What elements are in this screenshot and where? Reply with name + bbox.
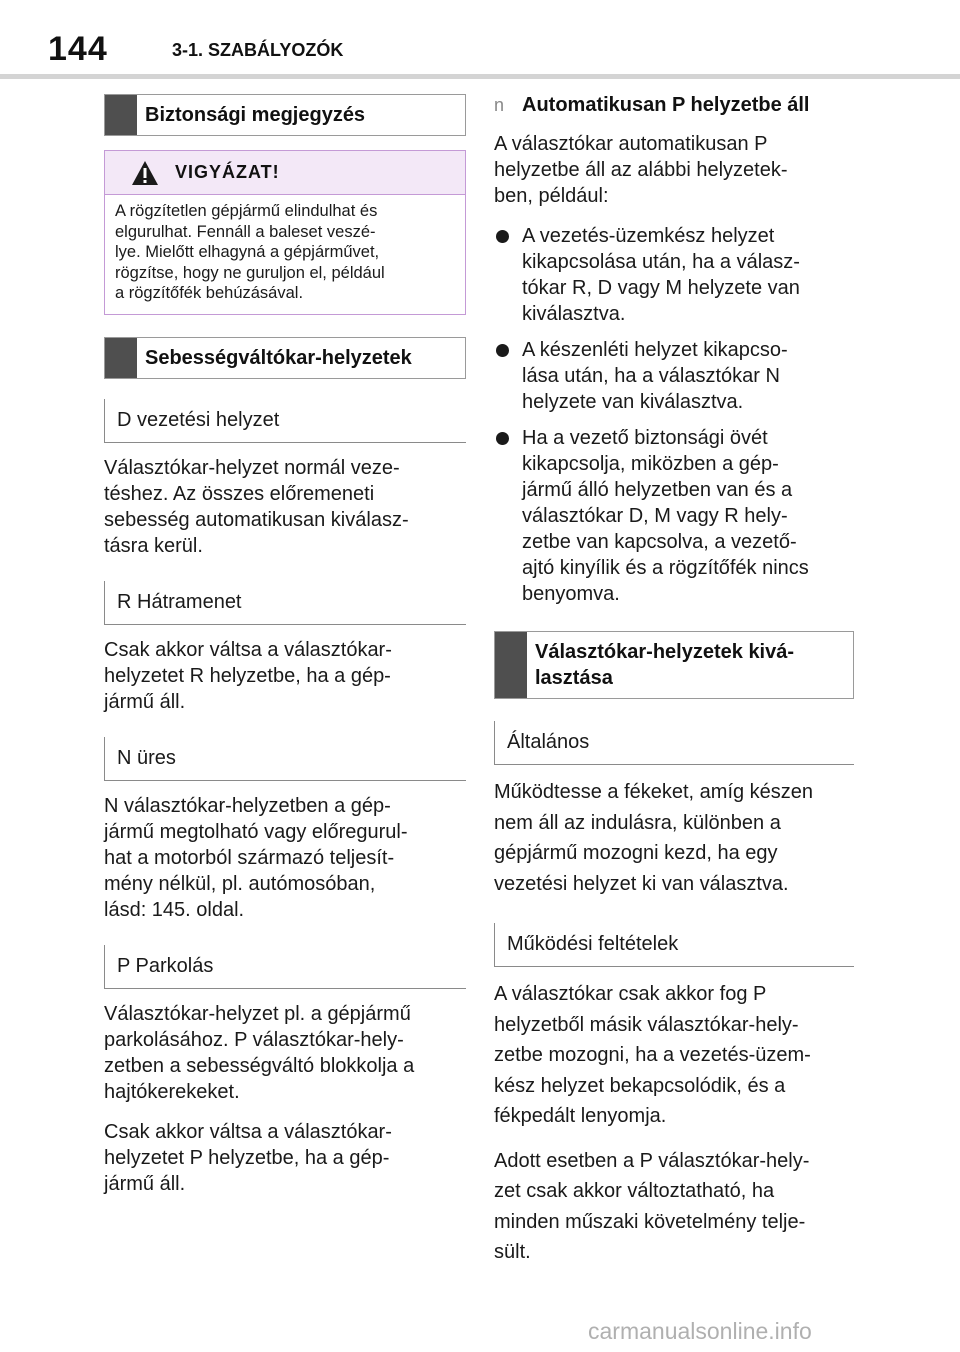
text-line: zetbe van kapcsolva, a vezető- bbox=[522, 531, 797, 553]
section-heading-general: Általános bbox=[494, 721, 854, 765]
paragraph bbox=[494, 1146, 854, 1268]
text-line: tókar R, D vagy M helyzete van bbox=[522, 277, 800, 299]
text-line: helyzetbe áll az alábbi helyzetek- bbox=[494, 159, 788, 181]
text-line: kiválasztva. bbox=[522, 303, 626, 325]
paragraph bbox=[104, 637, 466, 715]
text-line: Választókar-helyzet normál veze- bbox=[104, 456, 400, 479]
text-line: A választókar automatikusan P bbox=[494, 133, 768, 155]
text-line: lása után, ha a választókar N bbox=[522, 365, 780, 387]
paragraph bbox=[104, 455, 466, 559]
text-line: kikapcsolja, miközben a gép- bbox=[522, 453, 779, 475]
text-line: jármű áll. bbox=[104, 690, 186, 713]
text-line: helyzetet P helyzetbe, ha a gép- bbox=[104, 1146, 390, 1169]
text-line: zetben a sebességváltó blokkolja a bbox=[104, 1054, 415, 1077]
text-line: Adott esetben a P választókar-hely- bbox=[494, 1149, 810, 1172]
text-line: hajtókerekeket. bbox=[104, 1080, 240, 1103]
paragraph bbox=[494, 979, 854, 1132]
text-line: ajtó kinyílik és a rögzítőfék nincs bbox=[522, 557, 809, 579]
warning-line: elgurulhat. Fennáll a baleset veszé- bbox=[115, 222, 376, 241]
text-line: zetbe mozogni, ha a vezetés-üzem- bbox=[494, 1044, 811, 1066]
text-line: Ha a vezető biztonsági övét bbox=[522, 427, 768, 449]
paragraph bbox=[104, 793, 466, 923]
bullet-dot-icon bbox=[496, 432, 509, 445]
chapter-title: 3-1. SZABÁLYOZÓK bbox=[172, 40, 344, 60]
right-column bbox=[494, 94, 854, 1282]
warning-line: rögzítse, hogy ne guruljon el, például bbox=[115, 263, 385, 282]
paragraph bbox=[104, 1001, 466, 1105]
page-number: 144 bbox=[48, 30, 108, 68]
text-line: vezetési helyzet ki van választva. bbox=[494, 872, 789, 895]
list-item bbox=[494, 223, 854, 327]
text-line: Csak akkor váltsa a választókar- bbox=[104, 638, 392, 661]
text-line: lásd: 145. oldal. bbox=[104, 898, 245, 921]
text-line: kész helyzet bekapcsolódik, és a bbox=[494, 1074, 786, 1097]
warning-box bbox=[104, 150, 466, 315]
section-heading-conditions: Működési feltételek bbox=[494, 923, 854, 967]
text-line: téshez. Az összes előremeneti bbox=[104, 482, 375, 505]
warning-triangle-icon bbox=[131, 160, 159, 186]
list-item bbox=[494, 425, 854, 607]
watermark: carmanualsonline.info bbox=[588, 1318, 812, 1344]
paragraph bbox=[104, 1119, 466, 1197]
page-header bbox=[0, 0, 960, 80]
text-line: hat a motorból származó teljesít- bbox=[104, 846, 395, 869]
bullet-dot-icon bbox=[496, 230, 509, 243]
text-line: N választókar-helyzetben a gép- bbox=[104, 794, 391, 817]
text-line: lasztása bbox=[535, 667, 613, 689]
text-line: Választókar-helyzet pl. a gépjármű bbox=[104, 1002, 411, 1025]
gear-positions-title: Sebességváltókar-helyzetek bbox=[145, 346, 412, 369]
select-positions-header bbox=[494, 631, 854, 699]
select-positions-title bbox=[535, 639, 835, 691]
text-line: A választókar csak akkor fog P bbox=[494, 983, 767, 1005]
warning-line: lye. Mielőtt elhagyná a gépjárművet, bbox=[115, 243, 380, 261]
text-line: jármű áll. bbox=[104, 1172, 186, 1195]
text-line: gépjármű mozogni kezd, ha egy bbox=[494, 842, 778, 864]
text-line: helyzetet R helyzetbe, ha a gép- bbox=[104, 664, 391, 687]
warning-line: a rögzítőfék behúzásával. bbox=[115, 284, 304, 302]
text-line: benyomva. bbox=[522, 583, 620, 605]
text-line: jármű álló helyzetben van és a bbox=[522, 479, 793, 501]
header-bar bbox=[495, 632, 527, 698]
text-line: ben, például: bbox=[494, 185, 609, 207]
text-line: A vezetés-üzemkész helyzet bbox=[522, 225, 775, 247]
text-line: Működtesse a fékeket, amíg készen bbox=[494, 781, 814, 803]
section-heading-r: R Hátramenet bbox=[104, 581, 466, 625]
header-bar bbox=[105, 95, 137, 135]
text-line: helyzete van kiválasztva. bbox=[522, 391, 744, 413]
header-bar bbox=[105, 338, 137, 378]
section-heading-n: N üres bbox=[104, 737, 466, 781]
text-line: mény nélkül, pl. autómosóban, bbox=[104, 872, 376, 895]
section-heading-p: P Parkolás bbox=[104, 945, 466, 989]
paragraph bbox=[494, 131, 854, 209]
warning-line: A rögzítetlen gépjármű elindulhat és bbox=[115, 202, 378, 220]
warning-head bbox=[105, 151, 465, 195]
warning-title: VIGYÁZAT! bbox=[175, 162, 280, 182]
text-line: minden műszaki követelmény telje- bbox=[494, 1210, 806, 1233]
text-line: választókar D, M vagy R hely- bbox=[522, 505, 788, 527]
text-line: Választókar-helyzetek kivá- bbox=[535, 641, 795, 663]
text-line: parkolásához. P választókar-hely- bbox=[104, 1028, 404, 1051]
text-line: kikapcsolása után, ha a válasz- bbox=[522, 251, 800, 273]
bullet-dot-icon bbox=[496, 344, 509, 357]
auto-p-bullet-list bbox=[494, 223, 854, 607]
text-line: helyzetből másik választókar-hely- bbox=[494, 1013, 799, 1036]
left-column bbox=[104, 94, 466, 1211]
list-item bbox=[494, 337, 854, 415]
text-line: sebesség automatikusan kiválasz- bbox=[104, 508, 409, 531]
auto-p-heading bbox=[494, 94, 854, 117]
paragraph bbox=[494, 777, 854, 899]
text-line: Csak akkor váltsa a választókar- bbox=[104, 1120, 392, 1143]
text-line: sült. bbox=[494, 1241, 531, 1263]
section-heading-d: D vezetési helyzet bbox=[104, 399, 466, 443]
text-line: zet csak akkor változtatható, ha bbox=[494, 1180, 775, 1202]
header-rule bbox=[0, 74, 960, 79]
warning-body bbox=[105, 195, 465, 314]
text-line: A készenléti helyzet kikapcso- bbox=[522, 339, 788, 361]
text-line: jármű megtolható vagy előregurul- bbox=[104, 820, 408, 843]
text-line: fékpedált lenyomja. bbox=[494, 1105, 667, 1127]
text-line: tásra kerül. bbox=[104, 534, 203, 557]
safety-note-title: Biztonsági megjegyzés bbox=[145, 104, 366, 126]
safety-note-header bbox=[104, 94, 466, 136]
text-line: nem áll az indulásra, különben a bbox=[494, 811, 781, 834]
gear-positions-header bbox=[104, 337, 466, 379]
auto-p-title: Automatikusan P helyzetbe áll bbox=[522, 94, 810, 116]
section-marker: n bbox=[494, 95, 505, 115]
